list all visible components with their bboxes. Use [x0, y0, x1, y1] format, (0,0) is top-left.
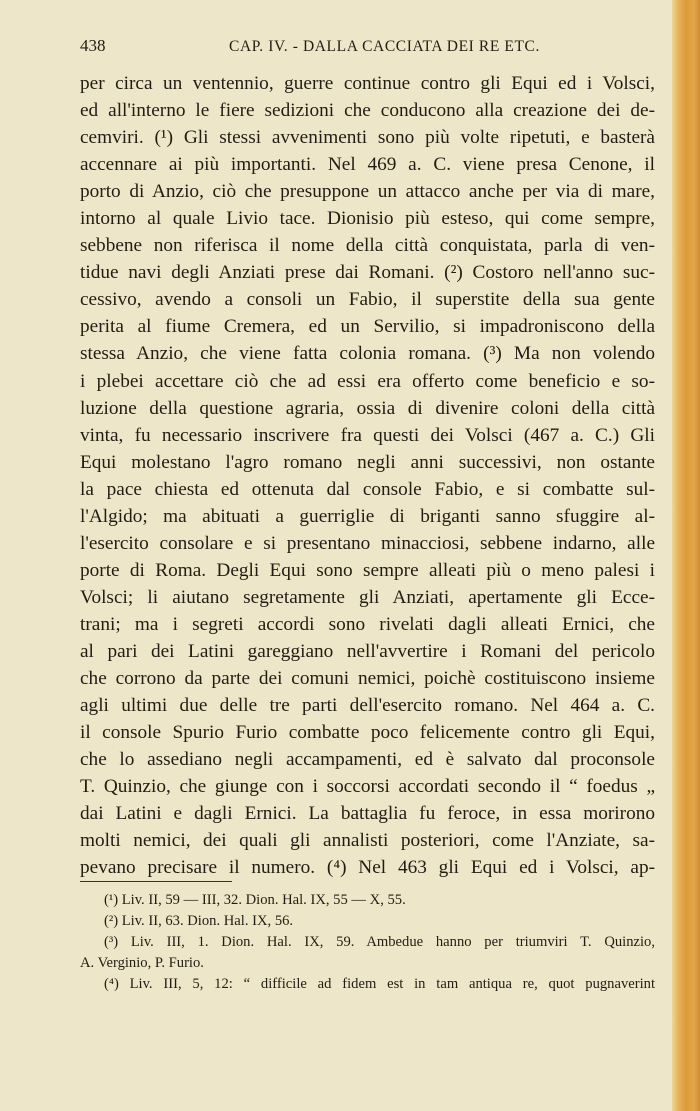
text-line: pevano precisare il numero. (⁴) Nel 463 gli Equi ed i Volsci, ap-	[80, 857, 655, 879]
text-line: ed all'interno le fiere sedizioni che conducono alla creazione dei de-	[80, 100, 655, 122]
text-line: che corrono da parte dei comuni nemici, poichè costituiscono insieme	[80, 668, 655, 690]
text-line: Equi molestano l'agro romano negli anni successivi, non ostante	[80, 451, 655, 473]
text-line: stessa Anzio, che viene fatta colonia romana. (³) Ma non volendo	[80, 343, 655, 365]
footnote-3: (³) Liv. III, 1. Dion. Hal. IX, 59. Ambedue hanno per triumviri T. Quinzio,	[104, 934, 655, 950]
text-line: che lo assediano negli accampamenti, ed è salvato dal proconsole	[80, 749, 655, 771]
running-head: CAP. IV. - DALLA CACCIATA DEI RE ETC.	[229, 38, 540, 55]
text-line: vinta, fu necessario inscrivere fra questi dei Volsci (467 a. C.) Gli	[80, 424, 655, 446]
text-line: dai Latini e dagli Ernici. La battaglia fu feroce, in essa morirono	[80, 803, 655, 825]
text-line: al pari dei Latini gareggiano nell'avvertire i Romani del pericolo	[80, 640, 655, 662]
text-line: tidue navi degli Anziati prese dai Romani. (²) Costoro nell'anno suc-	[80, 262, 655, 284]
text-line: trani; ma i segreti accordi sono rivelati dagli alleati Ernici, che	[80, 613, 655, 635]
text-line: l'Algido; ma abituati a guerriglie di briganti sanno sfuggire al-	[80, 505, 655, 527]
text-line: per circa un ventennio, guerre continue contro gli Equi ed i Volsci,	[80, 73, 655, 94]
footnote-3-continuation: A. Verginio, P. Furio.	[80, 955, 204, 971]
text-line: il console Spurio Furio combatte poco felicemente contro gli Equi,	[80, 722, 655, 744]
text-line: agli ultimi due delle tre parti dell'esercito romano. Nel 464 a. C.	[80, 695, 655, 717]
text-line: accennare ai più importanti. Nel 469 a. C. viene presa Cenone, il	[80, 154, 655, 176]
text-line: molti nemici, dei quali gli annalisti posteriori, come l'Anziate, sa-	[80, 830, 655, 852]
text-line: porto di Anzio, ciò che presuppone un attacco anche per via di mare,	[80, 181, 655, 203]
text-line: cessivo, avendo a consoli un Fabio, il superstite della sua gente	[80, 289, 655, 311]
footnotes	[80, 890, 655, 995]
text-line: i plebei accettare ciò che ad essi era offerto come beneficio e so-	[80, 370, 655, 392]
footnote-2: (²) Liv. II, 63. Dion. Hal. IX, 56.	[104, 913, 294, 929]
body-text	[80, 70, 655, 881]
text-line: cemviri. (¹) Gli stessi avvenimenti sono più volte ripetuti, e basterà	[80, 127, 655, 149]
text-line: T. Quinzio, che giunge con i soccorsi accordati secondo il “ foedus „	[80, 776, 655, 798]
text-line: l'esercito consolare e si presentano minacciosi, sebbene indarno, alle	[80, 532, 655, 554]
text-line: luzione della questione agraria, ossia di divenire coloni della città	[80, 397, 655, 419]
text-line: intorno al quale Livio tace. Dionisio più esteso, qui come sempre,	[80, 208, 655, 230]
text-line: porte di Roma. Degli Equi sono sempre alleati più o meno palesi i	[80, 559, 655, 581]
footnote-rule	[80, 881, 232, 882]
text-line: Volsci; li aiutano segretamente gli Anziati, apertamente gli Ecce-	[80, 586, 655, 608]
page-number: 438	[80, 36, 106, 55]
page-header	[80, 36, 655, 60]
text-line: perita al fiume Cremera, ed un Servilio, si impadroniscono della	[80, 316, 655, 338]
footnote-1: (¹) Liv. II, 59 — III, 32. Dion. Hal. IX, 55 — X, 55.	[104, 892, 406, 908]
text-line: sebbene non riferisca il nome della città conquistata, parla di ven-	[80, 235, 655, 257]
footnote-4: (⁴) Liv. III, 5, 12: “ difficile ad fidem est in tam antiqua re, quot pugnaverint	[104, 976, 655, 992]
page-edge	[672, 0, 700, 1111]
text-line: la pace chiesta ed ottenuta dal console Fabio, e si combatte sul-	[80, 478, 655, 500]
